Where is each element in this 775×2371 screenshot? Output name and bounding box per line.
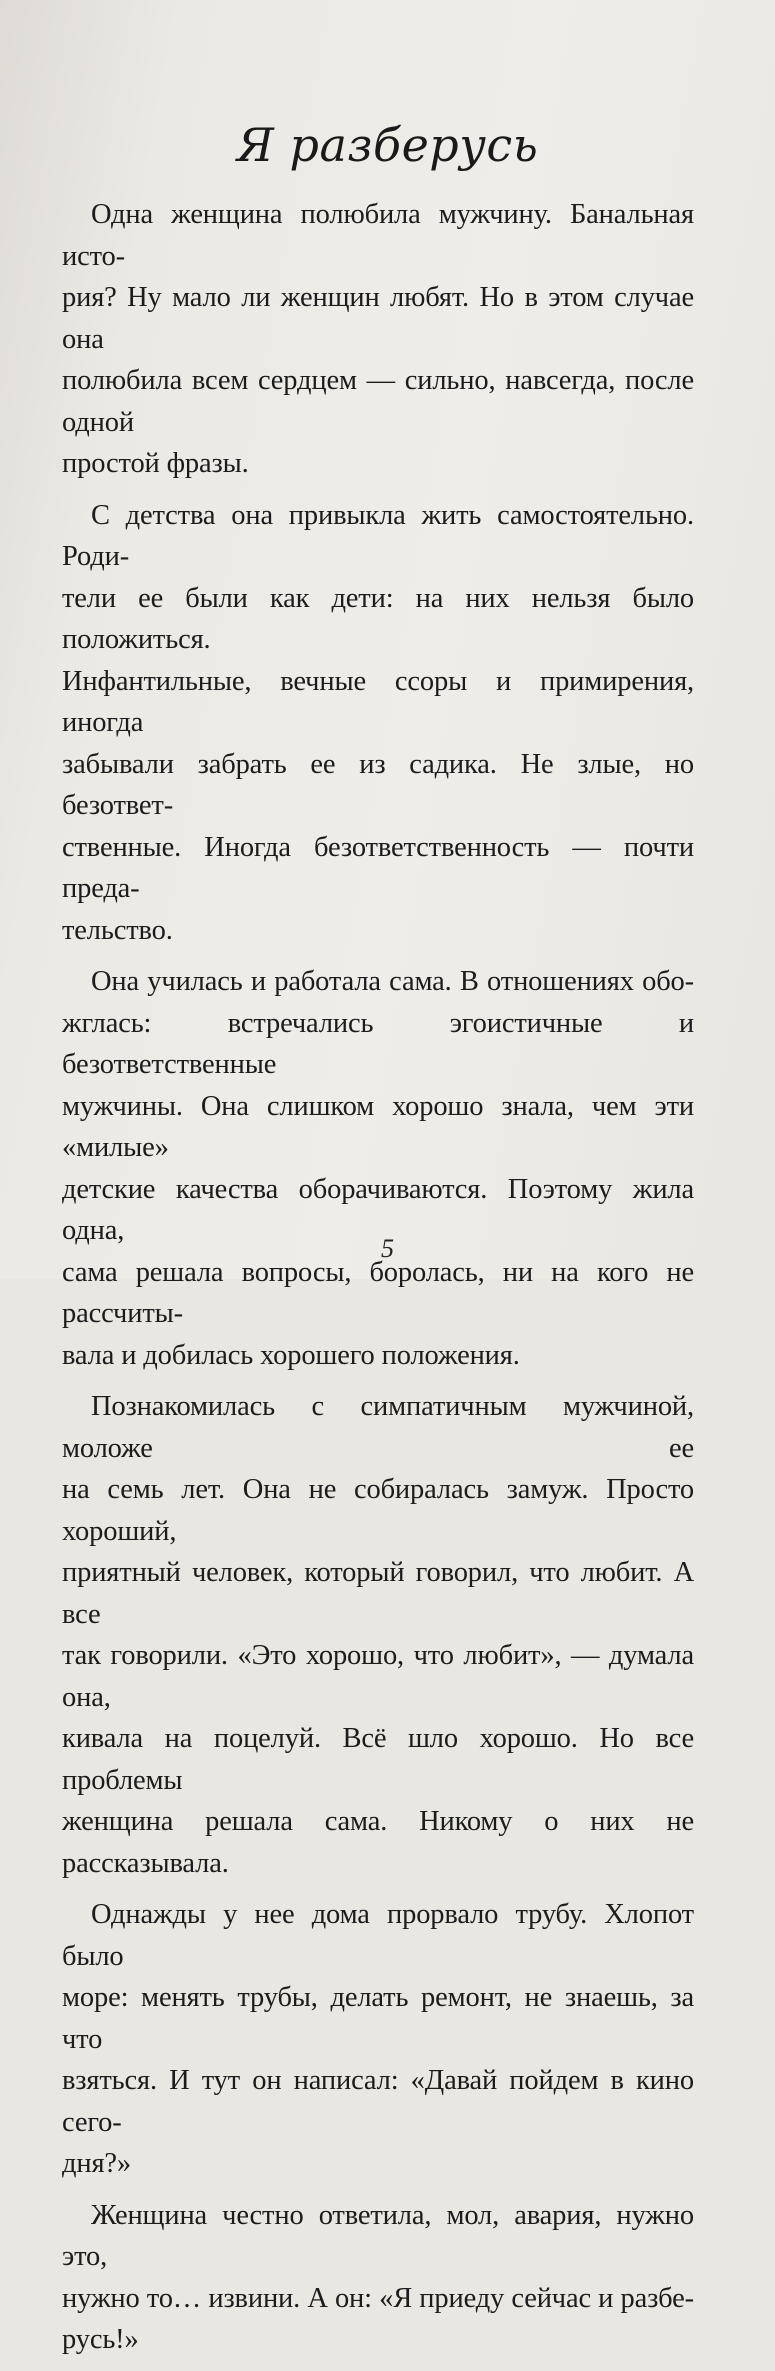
text-line: простой фразы. [62, 448, 249, 479]
text-line: рия? Ну мало ли женщин любят. Но в этом случае она [62, 282, 694, 355]
body-text [62, 194, 694, 2371]
text-line: сама решала вопросы, боролась, ни на кого не рассчиты- [62, 1256, 694, 1329]
text-line: нужно то… извини. А он: «Я приеду сейчас и разбе- [62, 2282, 694, 2314]
text-line: Одна женщина полюбила мужчину. Банальная исто- [62, 199, 694, 272]
text-line: женщина решала сама. Никому о них не рассказывала. [62, 1806, 694, 1879]
paragraph [62, 495, 694, 952]
paragraph [62, 194, 694, 485]
text-line: Женщина честно ответила, мол, авария, нужно это, [62, 2199, 694, 2272]
text-line: С детства она привыкла жить самостоятельно. Роди- [62, 499, 694, 572]
text-line: на семь лет. Она не собиралась замуж. Просто хороший, [62, 1474, 694, 1547]
text-line: Она училась и работала сама. В отношениях обо- [91, 966, 694, 997]
text-line: кивала на поцелуй. Всё шло хорошо. Но все проблемы [62, 1723, 694, 1796]
text-line: детские качества оборачиваются. Поэтому жила одна, [62, 1173, 694, 1246]
text-line: Познакомилась с симпатичным мужчиной, моложе ее [62, 1391, 694, 1464]
text-line: Инфантильные, вечные ссоры и примирения, иногда [62, 665, 694, 738]
paragraph [62, 961, 694, 1376]
paragraph [62, 1894, 694, 2185]
paragraph [62, 2195, 694, 2361]
text-line: тели ее были как дети: на них нельзя было положиться. [62, 582, 694, 655]
text-line: полюбила всем сердцем — сильно, навсегда, после одной [62, 365, 694, 438]
text-line: море: менять трубы, делать ремонт, не знаешь, за что [62, 1982, 694, 2055]
text-line: жглась: встречались эгоистичные и безответственные [62, 1007, 694, 1080]
text-line: приятный человек, который говорил, что любит. А все [62, 1557, 694, 1630]
chapter-title: Я разберусь [236, 118, 539, 172]
paragraph [62, 1386, 694, 1884]
text-line: дня?» [62, 2148, 132, 2179]
text-line: взяться. И тут он написал: «Давай пойдем в кино сего- [62, 2065, 694, 2138]
text-line: вала и добилась хорошего положения. [62, 1339, 520, 1371]
text-line: забывали забрать ее из садика. Не злые, но безответ- [62, 748, 694, 821]
page-number: 5 [381, 1234, 394, 1263]
text-line: тельство. [62, 914, 173, 946]
text-line: русь!» [62, 2324, 139, 2355]
text-line: Однажды у нее дома прорвало трубу. Хлопот было [62, 1899, 694, 1972]
text-line: мужчины. Она слишком хорошо знала, чем эти «милые» [62, 1090, 694, 1163]
text-line: так говорили. «Это хорошо, что любит», — думала она, [62, 1640, 694, 1713]
text-line: ственные. Иногда безответственность — почти преда- [62, 831, 694, 904]
